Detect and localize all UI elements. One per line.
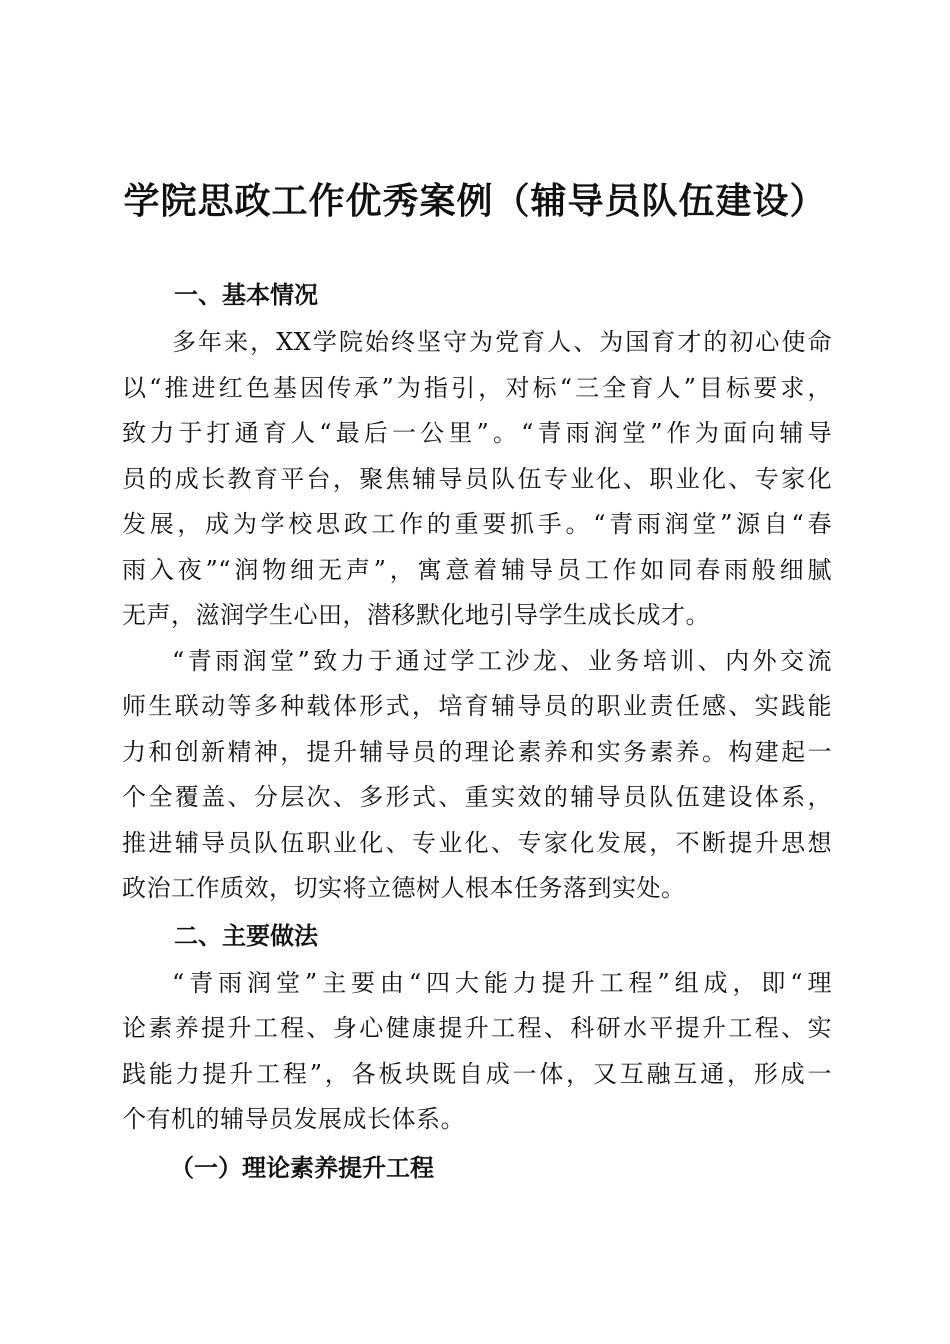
- section-heading-basic-info: 一、基本情况: [174, 281, 318, 309]
- text-line: 师生联动等多种载体形式，培育辅导员的职业责任感、实践能: [122, 692, 832, 720]
- text-line: 多年来，XX学院始终坚守为党育人、为国育才的初心使命: [172, 328, 832, 356]
- text-line: “青雨润堂”致力于通过学工沙龙、业务培训、内外交流: [172, 646, 832, 675]
- section-heading-main-practices: 二、主要做法: [174, 921, 318, 950]
- text-line: 个有机的辅导员发展成长体系。: [122, 1105, 465, 1133]
- paragraph-intro: [122, 320, 832, 639]
- text-line: 以“推进红色基因传承”为指引，对标“三全育人”目标要求，: [122, 373, 832, 402]
- paragraph-four-projects: [122, 961, 832, 1143]
- paragraph-platform: [122, 639, 832, 912]
- text-line: “青雨润堂”主要由“四大能力提升工程”组成，即“理: [172, 968, 832, 997]
- text-line: 力和创新精神，提升辅导员的理论素养和实务素养。构建起一: [122, 737, 832, 766]
- text-line: 政治工作质效，切实将立德树人根本任务落到实处。: [122, 874, 686, 902]
- text-line: 致力于打通育人“最后一公里”。“青雨润堂”作为面向辅导: [122, 419, 832, 447]
- document-body: [122, 271, 832, 1192]
- text-line: 个全覆盖、分层次、多形式、重实效的辅导员队伍建设体系，: [122, 783, 832, 811]
- text-line: 员的成长教育平台，聚焦辅导员队伍专业化、职业化、专家化: [122, 464, 832, 493]
- text-line: 推进辅导员队伍职业化、专业化、专家化发展，不断提升思想: [122, 828, 832, 857]
- text-line: 无声，滋润学生心田，潜移默化地引导学生成长成才。: [122, 601, 710, 629]
- text-line: 践能力提升工程”，各板块既自成一体，又互融互通，形成一: [122, 1059, 832, 1088]
- document-title: 学院思政工作优秀案例（辅导员队伍建设）: [123, 181, 827, 222]
- text-line: 论素养提升工程、身心健康提升工程、科研水平提升工程、实: [122, 1014, 832, 1042]
- text-line: 雨入夜”“润物细无声”，寓意着辅导员工作如同春雨般细腻: [122, 555, 832, 584]
- subsection-heading-theory: （一）理论素养提升工程: [170, 1152, 434, 1182]
- text-line: 发展，成为学校思政工作的重要抓手。“青雨润堂”源自“春: [122, 510, 832, 538]
